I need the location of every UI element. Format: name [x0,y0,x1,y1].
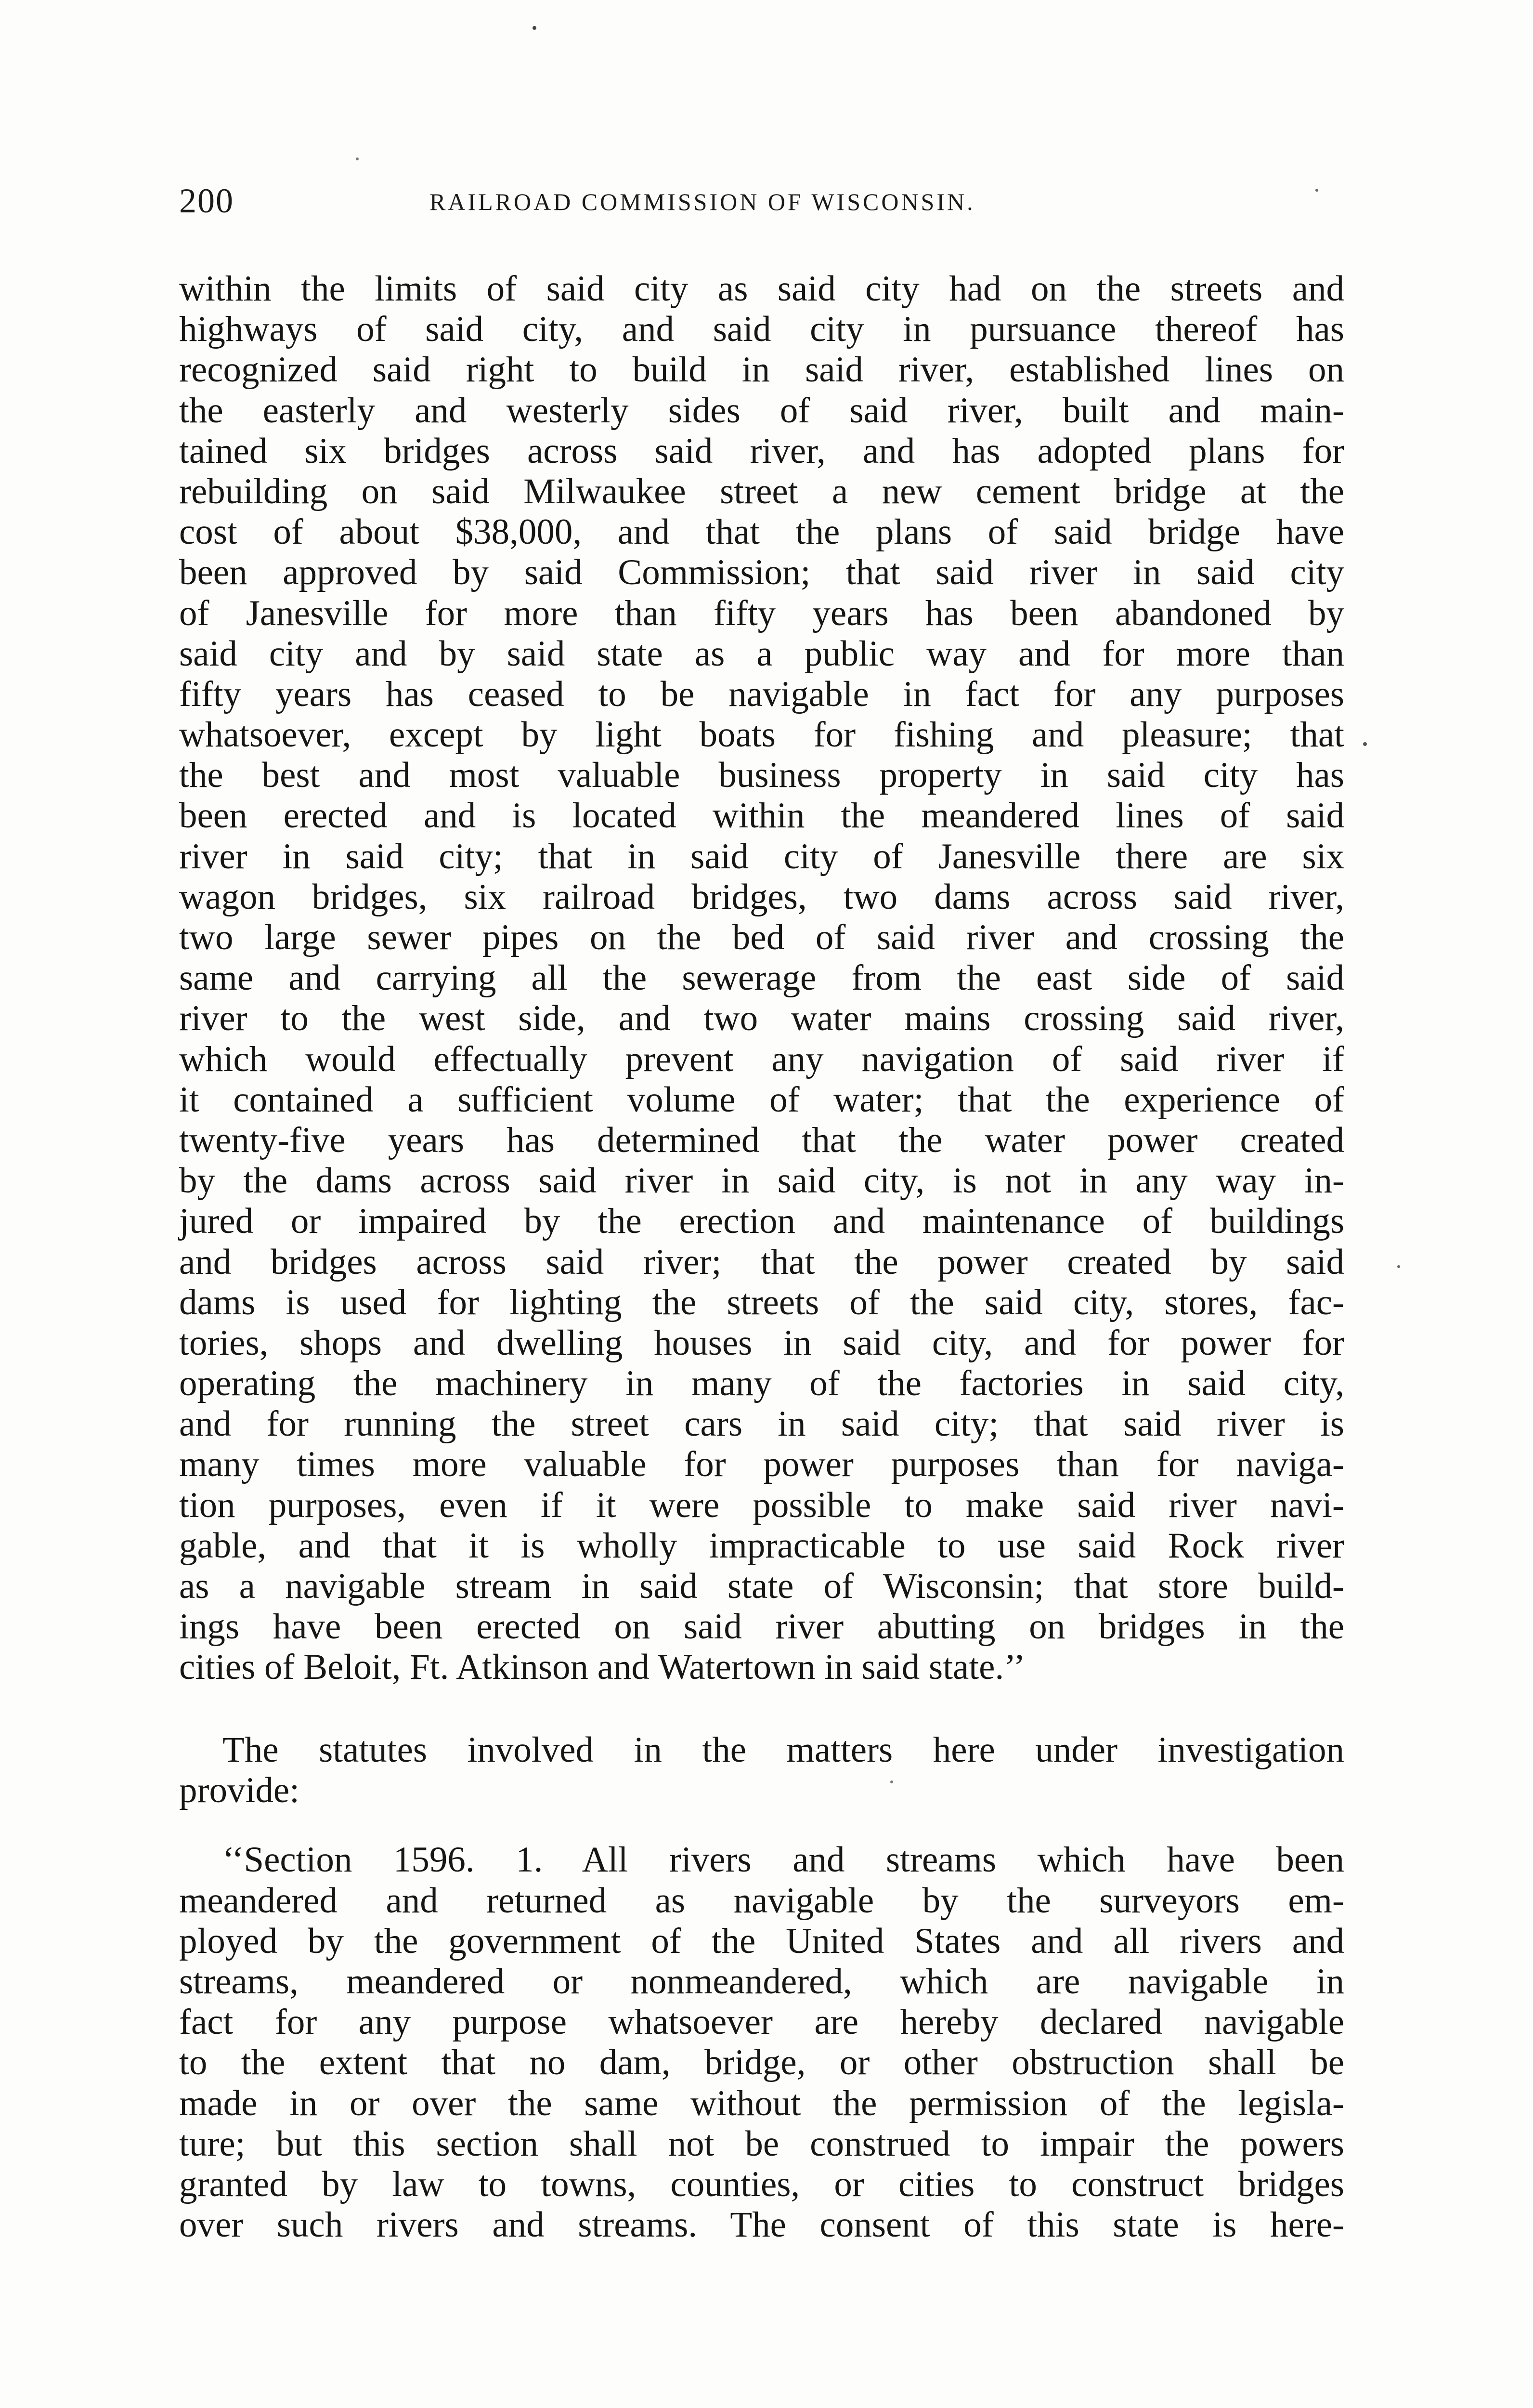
quoted-paragraph [179,269,1344,1688]
scan-speck [356,157,359,160]
text-line: river to the west side, and two water mains crossing said river, [179,998,1344,1039]
text-line: jured or impaired by the erection and maintenance of buildings [179,1201,1344,1242]
scan-speck [1397,1265,1400,1268]
text-line: been approved by said Commission; that said river in said city [179,552,1344,593]
scan-speck [1363,742,1367,746]
text-line: said city and by said state as a public way and for more than [179,633,1344,674]
text-line: tories, shops and dwelling houses in said city, and for power for [179,1322,1344,1363]
text-line: provide: [179,1770,299,1811]
text-line: tion purposes, even if it were possible to make said river navi- [179,1485,1344,1525]
text-line: cost of about $38,000, and that the plans of said bridge have [179,512,1344,552]
text-line: by the dams across said river in said city, is not in any way in- [179,1161,1344,1201]
text-line: as a navigable stream in said state of Wisconsin; that store build- [179,1566,1344,1606]
text-line: tained six bridges across said river, and has adopted plans for [179,431,1344,471]
statute-section-paragraph [179,1840,1344,2245]
text-line: the easterly and westerly sides of said river, built and main- [179,390,1344,431]
text-line: two large sewer pipes on the bed of said river and crossing the [179,917,1344,957]
text-line: ployed by the government of the United States and all rivers and [179,1921,1344,1961]
text-line: the best and most valuable business property in said city has [179,755,1344,796]
body-text-upper [179,269,1344,1688]
text-line: made in or over the same without the permission of the legisla- [179,2083,1344,2123]
text-line: which would effectually prevent any navigation of said river if [179,1039,1344,1079]
text-line: highways of said city, and said city in pursuance thereof has [179,309,1344,350]
text-line: and bridges across said river; that the power created by said [179,1242,1344,1282]
text-line: twenty-five years has determined that the water power created [179,1120,1344,1160]
text-line: dams is used for lighting the streets of the said city, stores, fac- [179,1282,1344,1322]
text-line: wagon bridges, six railroad bridges, two dams across said river, [179,877,1344,917]
text-line: rebuilding on said Milwaukee street a new cement bridge at the [179,471,1344,511]
text-line: over such rivers and streams. The consent of this state is here- [179,2205,1344,2245]
text-line: gable, and that it is wholly impracticable to use said Rock river [179,1525,1344,1566]
text-line: recognized said right to build in said river, established lines on [179,350,1344,390]
text-line: fifty years has ceased to be navigable in fact for any purposes [179,674,1344,714]
text-line: streams, meandered or nonmeandered, which are navigable in [179,1961,1344,2002]
page-number: 200 [179,182,234,220]
text-line: of Janesville for more than fifty years has been abandoned by [179,593,1344,633]
text-line: ture; but this section shall not be construed to impair the powers [179,2123,1344,2164]
text-line: operating the machinery in many of the factories in said city, [179,1363,1344,1404]
text-line: ings have been erected on said river abutting on bridges in the [179,1607,1344,1647]
statutes-intro-paragraph [179,1730,1344,1811]
text-line: within the limits of said city as said city had on the streets and [179,269,1344,309]
text-line: granted by law to towns, counties, or cities to construct bridges [179,2164,1344,2204]
text-line: river in said city; that in said city of Janesville there are six [179,836,1344,877]
running-head: RAILROAD COMMISSION OF WISCONSIN. [429,188,975,215]
text-line: whatsoever, except by light boats for fishing and pleasure; that [179,715,1344,755]
text-line: cities of Beloit, Ft. Atkinson and Watertown in said state.’’ [179,1647,1026,1688]
text-line: same and carrying all the sewerage from the east side of said [179,958,1344,998]
text-line: meandered and returned as navigable by the surveyors em- [179,1880,1344,1921]
text-line: to the extent that no dam, bridge, or other obstruction shall be [179,2042,1344,2083]
text-line: it contained a sufficient volume of water; that the experience of [179,1079,1344,1120]
paragraph-gap [179,1811,1344,1840]
text-line: ‘‘Section 1596. 1. All rivers and streams which have been [222,1840,1344,1880]
scan-speck [533,26,536,30]
text-line: The statutes involved in the matters here under investigation [222,1730,1344,1770]
text-line: many times more valuable for power purposes than for naviga- [179,1444,1344,1485]
text-line: fact for any purpose whatsoever are hereby declared navigable [179,2002,1344,2042]
page-header [179,179,1344,222]
body-text-lower [179,1730,1344,2245]
text-line: been erected and is located within the meandered lines of said [179,796,1344,836]
text-line: and for running the street cars in said city; that said river is [179,1404,1344,1444]
